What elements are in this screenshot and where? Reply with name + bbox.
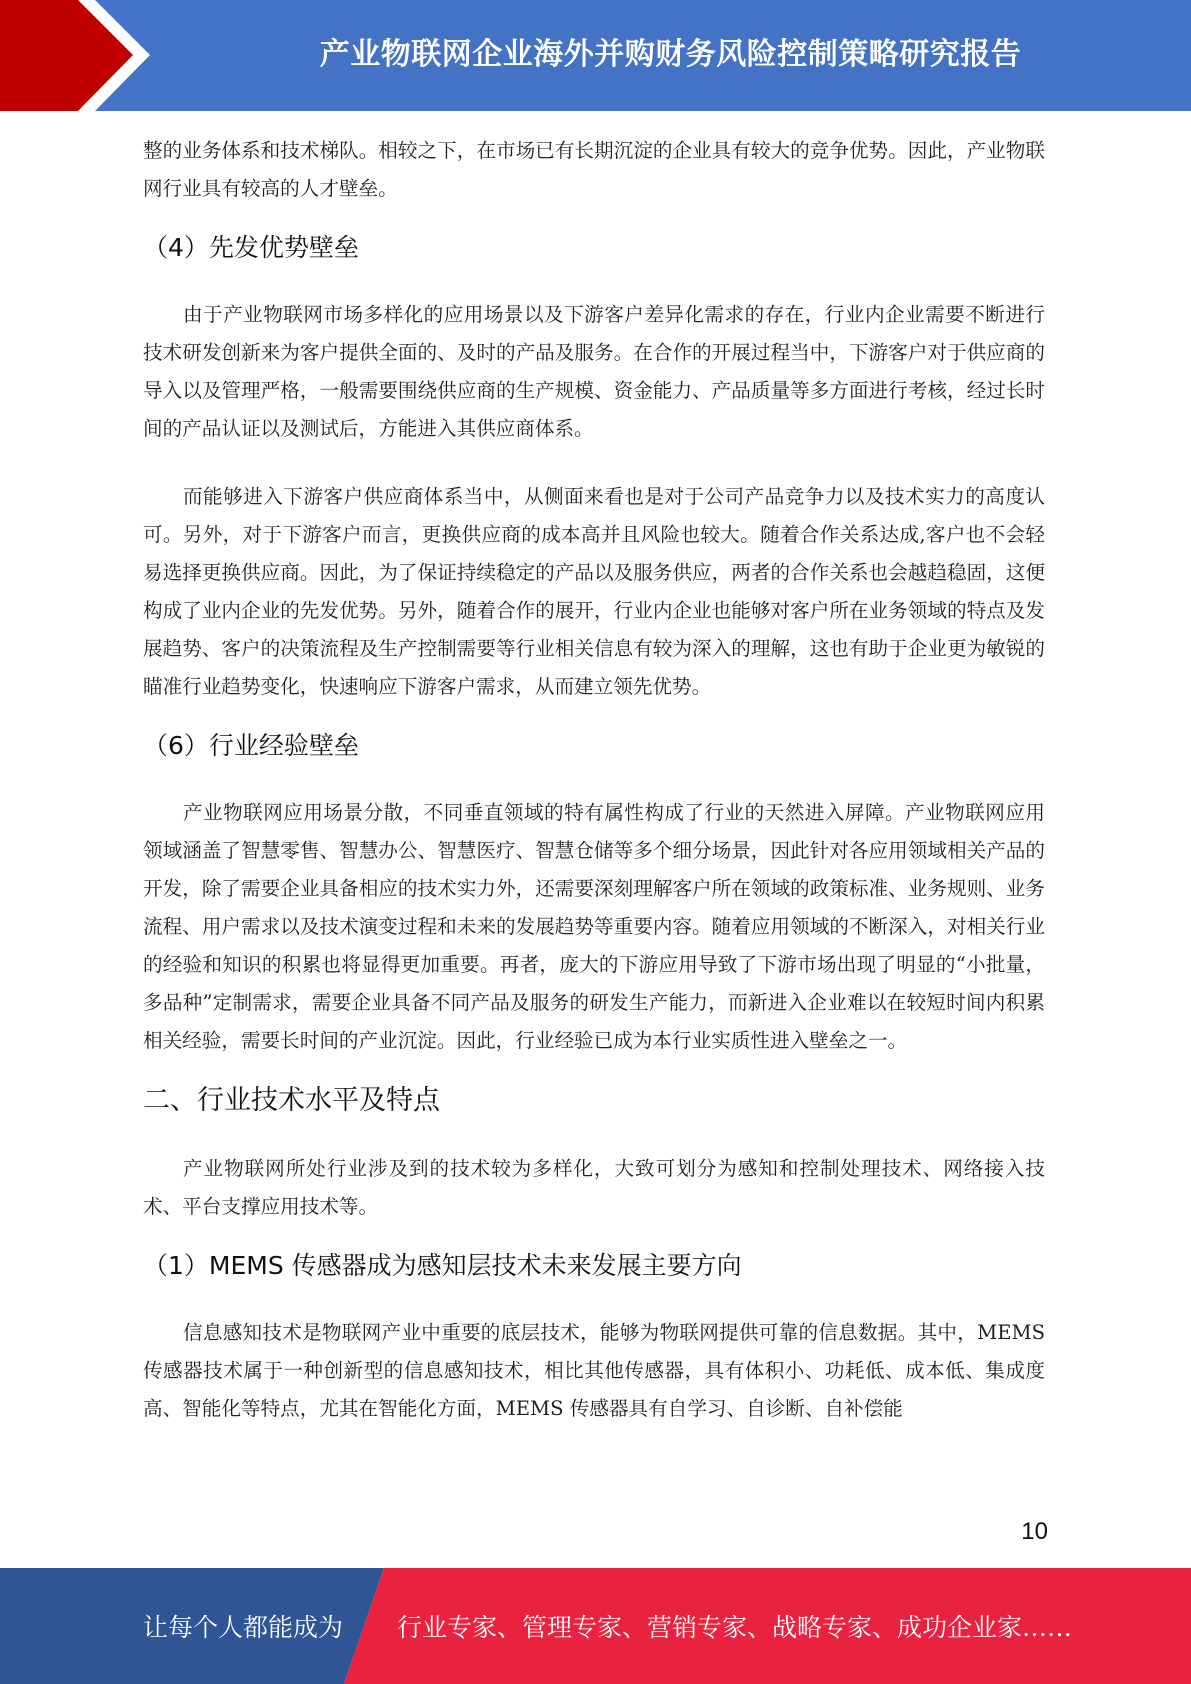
header-chevron-decoration [0, 0, 160, 111]
paragraph-mems-sensor: 信息感知技术是物联网产业中重要的底层技术，能够为物联网提供可靠的信息数据。其中，MEMS 传感器技术属于一种创新型的信息感知技术，相比其他传感器，具有体积小、功耗低、成本低、集成度高、智能化等特点，尤其在智能化方面，MEMS 传感器具有自学习、自诊断、自补偿能 [143, 1321, 1045, 1420]
heading-mems-sensor: （1）MEMS 传感器成为感知层技术未来发展主要方向 [143, 1251, 742, 1280]
footer-slogan-right: 行业专家、管理专家、营销专家、战略专家、成功企业家…… [397, 1613, 1073, 1642]
paragraph-first-mover-1: 由于产业物联网市场多样化的应用场景以及下游客户差异化需求的存在，行业内企业需要不断进行技术研发创新来为客户提供全面的、及时的产品及服务。在合作的开展过程当中，下游客户对于供应商的导入以及管理严格，一般需要围绕供应商的生产规模、资金能力、产品质量等多方面进行考核，经过长时间的产品认证以及测试后，方能进入其供应商体系。 [143, 303, 1045, 440]
heading-experience-barrier: （6）行业经验壁垒 [143, 731, 359, 760]
page-number: 10 [1021, 1518, 1048, 1545]
paragraph-first-mover-2: 而能够进入下游客户供应商体系当中，从侧面来看也是对于公司产品竞争力以及技术实力的高度认可。另外，对于下游客户而言，更换供应商的成本高并且风险也较大。随着合作关系达成,客户也不会轻易选择更换供应商。因此，为了保证持续稳定的产品以及服务供应，两者的合作关系也会越趋稳固，这便构成了业内企业的先发优势。另外，随着合作的展开，行业内企业也能够对客户所在业务领域的特点及发展趋势、客户的决策流程及生产控制需要等行业相关信息有较为深入的理解，这也有助于企业更为敏锐的瞄准行业趋势变化，快速响应下游客户需求，从而建立领先优势。 [143, 485, 1045, 698]
footer-slogan-left: 让每个人都能成为 [143, 1613, 344, 1642]
page-footer [0, 1568, 1191, 1684]
report-title: 产业物联网企业海外并购财务风险控制策略研究报告 [319, 37, 1022, 72]
heading-first-mover-barrier: （4）先发优势壁垒 [143, 233, 359, 262]
paragraph-technology-overview: 产业物联网所处行业涉及到的技术较为多样化，大致可划分为感知和控制处理技术、网络接入技术、平台支撑应用技术等。 [143, 1157, 1045, 1218]
paragraph-talent-barrier: 整的业务体系和技术梯队。相较之下，在市场已有长期沉淀的企业具有较大的竞争优势。因此，产业物联网行业具有较高的人才壁垒。 [143, 139, 1045, 200]
document-body [143, 132, 1045, 1428]
paragraph-experience-barrier: 产业物联网应用场景分散，不同垂直领域的特有属性构成了行业的天然进入屏障。产业物联网应用领域涵盖了智慧零售、智慧办公、智慧医疗、智慧仓储等多个细分场景，因此针对各应用领域相关产品的开发，除了需要企业具备相应的技术实力外，还需要深刻理解客户所在领域的政策标准、业务规则、业务流程、用户需求以及技术演变过程和未来的发展趋势等重要内容。随着应用领域的不断深入，对相关行业的经验和知识的积累也将显得更加重要。再者，庞大的下游应用导致了下游市场出现了明显的“小批量，多品种”定制需求，需要企业具备不同产品及服务的研发生产能力，而新进入企业难以在较短时间内积累相关经验，需要长时间的产业沉淀。因此，行业经验已成为本行业实质性进入壁垒之一。 [143, 801, 1045, 1052]
heading-technology-level: 二、行业技术水平及特点 [143, 1085, 440, 1116]
page-header [0, 0, 1191, 111]
